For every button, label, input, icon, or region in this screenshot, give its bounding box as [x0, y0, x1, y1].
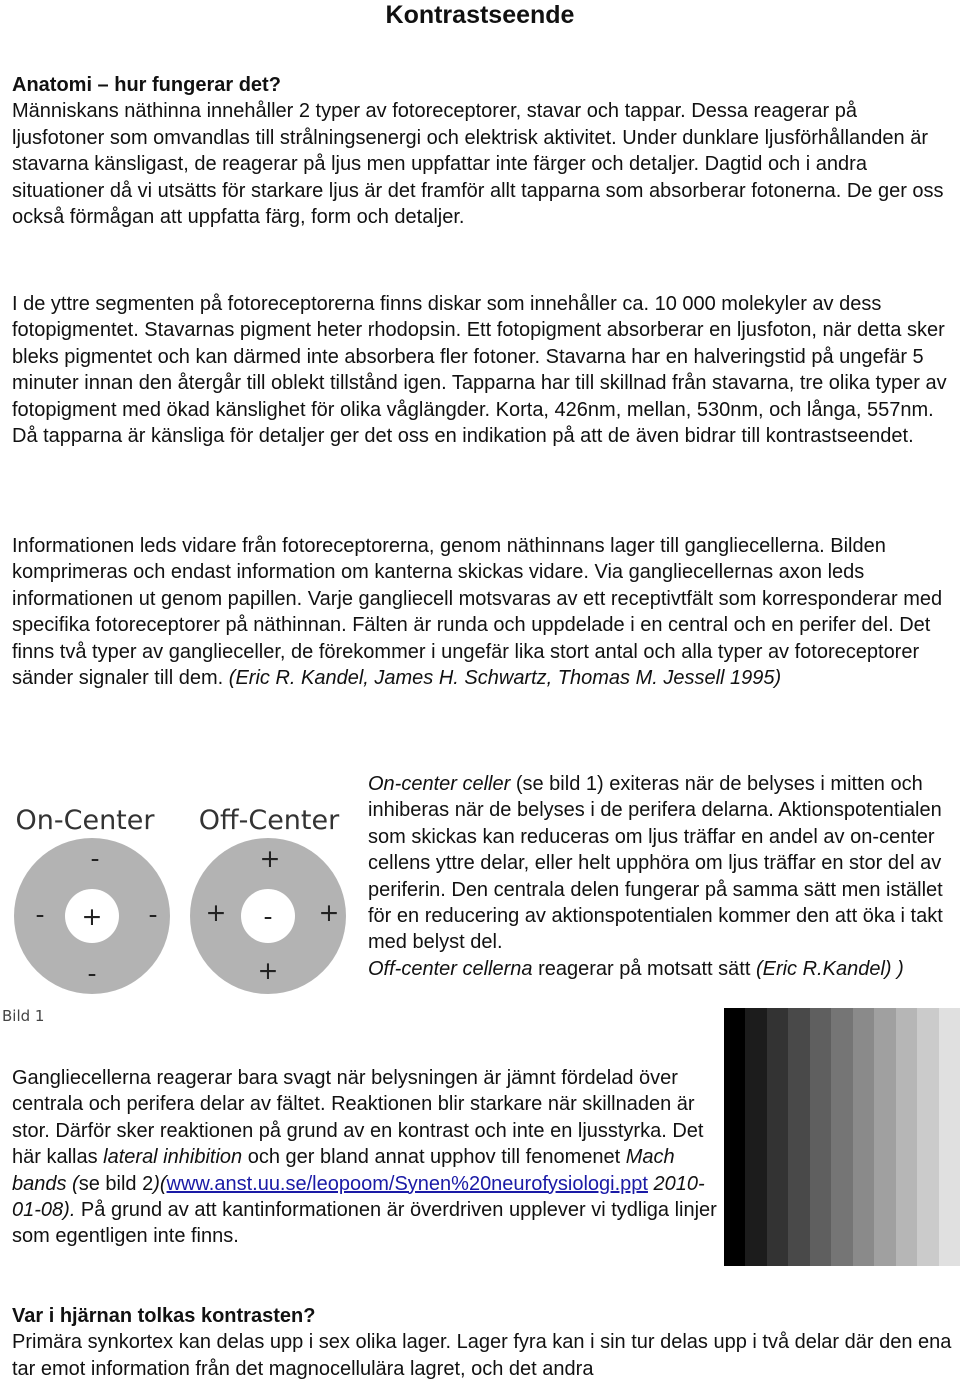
ganglion-citation: (Eric R. Kandel, James H. Schwartz, Thomas M. Jessell 1995) [228, 667, 782, 690]
anatomy-text: Människans näthinna innehåller 2 typer av fotoreceptorer, stavar och tappar. Dessa reagerar på ljusfotoner som omvandlas till strålningsenergi och elektrisk aktivitet. Under dunklare ljusförhållanden är stavarna känsligast, de reagerar på ljus men uppfattar inte färger och detaljer. Dagtid och i andra situationer då vi utsätts för starkare ljus är det framför allt tapparna som absorberar fotonerna. De ger oss också förmågan att uppfatta färg, form och detaljer. [12, 100, 944, 229]
mach-band-11 [939, 1008, 960, 1266]
mach-band-6 [831, 1008, 852, 1266]
mach-bands-figure [724, 1008, 960, 1266]
lateral-text-4: På grund av att kantinformationen är överdriven upplever vi tydliga linjer som egentligen inte finns. [12, 1199, 717, 1248]
on-off-center-paragraph [368, 771, 953, 982]
on-surround-sign-left: - [35, 900, 45, 929]
on-surround-sign-right: - [148, 900, 158, 929]
mach-band-9 [896, 1008, 917, 1266]
anatomy-paragraph [12, 72, 952, 230]
anatomy-heading: Anatomi – hur fungerar det? [12, 74, 281, 96]
on-center-plus-sign: + [81, 902, 103, 931]
lateral-text-1: Gangliecellerna reagerar bara svagt när belysningen är jämnt fördelad över centrala och perifera delar av fältet. Reaktionen blir starkare när skillnaden är stor. Därför sker reaktionen på grund av en kontrast och inte en ljusstyrka. Det här kallas [12, 1067, 704, 1169]
receptive-field-diagram [0, 795, 360, 1025]
off-surround-sign-right: + [318, 898, 340, 927]
on-surround-sign-top: - [90, 844, 100, 873]
mach-band-10 [917, 1008, 938, 1266]
lateral-paren: )( [153, 1172, 167, 1195]
off-surround-sign-left: + [205, 898, 227, 927]
on-center-field [14, 838, 170, 994]
on-surround-sign-bottom: - [87, 959, 97, 988]
off-center-label: Off-Center [198, 805, 340, 836]
kandel-citation: (Eric R.Kandel) ) [755, 957, 904, 980]
mach-band-4 [788, 1008, 809, 1266]
off-center-minus-sign: - [263, 902, 273, 931]
visual-cortex-heading: Var i hjärnan tolkas kontrasten? [12, 1305, 316, 1327]
off-center-field [190, 838, 346, 994]
figure1-caption-fragment: Bild 1 [2, 1007, 45, 1025]
source-date: 2010-01-08). [12, 1172, 705, 1222]
on-center-label: On-Center [15, 805, 155, 836]
lateral-inhibition-paragraph [12, 1065, 724, 1250]
source-link[interactable]: www.anst.uu.se/leopoom/Synen%20neurofysiologi.ppt [166, 1172, 648, 1195]
ganglion-paragraph [12, 533, 952, 691]
mach-band-1 [724, 1008, 745, 1266]
on-center-description: (se bild 1) exiteras när de belyses i mitten och inhiberas när de belyses i de perifera delarna. Aktionspotentialen som skickas kan reduceras om ljus träffar en andel av on-center cellens yttre delar, eller helt upphöra om ljus träffar en stor del av periferin. Den centrala delen fungerar på samma sätt men istället för en reducering av aktionspotentialen kommer den att öka i takt med belyst del. [368, 773, 943, 954]
off-center-term: Off-center cellerna [368, 957, 533, 980]
mach-band-2 [745, 1008, 766, 1266]
off-surround-sign-bottom: + [257, 956, 279, 985]
mach-band-3 [767, 1008, 788, 1266]
mach-band-8 [874, 1008, 895, 1266]
lateral-inhibition-term: lateral inhibition [103, 1146, 243, 1169]
document-title: Kontrastseende [385, 1, 575, 29]
photopigment-paragraph: I de yttre segmenten på fotoreceptorerna finns diskar som innehåller ca. 10 000 molekyler av dess fotopigmentet. Stavarnas pigment heter rhodopsin. Ett fotopigment absorberar en ljusfoton, när detta sker bleks pigmentet och kan därmed inte absorbera fler fotoner. Stavarna har en halveringstid på ungefär 5 minuter innan den återgår till oblekt tillstånd igen. Tapparna har till skillnad från stavarna, tre olika typer av fotopigment med ökad känslighet för olika våglängder. Korta, 426nm, mellan, 530nm, och långa, 557nm. Då tapparna är känsliga för detaljer ger det oss en indikation på att de även bidrar till kontrastseendet. [12, 293, 947, 448]
on-center-term: On-center celler [368, 773, 511, 795]
mach-band-5 [810, 1008, 831, 1266]
visual-cortex-paragraph [12, 1303, 952, 1382]
off-surround-sign-top: + [259, 844, 281, 873]
lateral-text-2: och ger bland annat upphov till fenomenet [242, 1146, 626, 1169]
lateral-text-3: se bild 2 [78, 1172, 154, 1195]
mach-bands-term: Mach bands ( [12, 1146, 675, 1195]
visual-cortex-text: Primära synkortex kan delas upp i sex olika lager. Lager fyra kan i sin tur delas upp i två delar där den ena tar emot information från det magnocellulära lagret, och det andra [12, 1331, 952, 1380]
mach-band-7 [853, 1008, 874, 1266]
off-center-description: reagerar på motsatt sätt [532, 957, 756, 980]
ganglion-text: Informationen leds vidare från fotoreceptorerna, genom näthinnans lager till gangliecellerna. Bilden komprimeras och endast information om kanterna skickas vidare. Via gangliecellernas axon leds informationen ut genom papillen. Varje gangliecell motsvaras av ett receptivtfält som korresponderar med specifika fotoreceptorer på näthinnan. Fälten är runda och uppdelade i en central och en perifer del. Det finns två typer av ganglieceller, de förekommer i ungefär lika stort antal och alla typer av fotoreceptorer sänder signaler till dem. [12, 535, 943, 690]
